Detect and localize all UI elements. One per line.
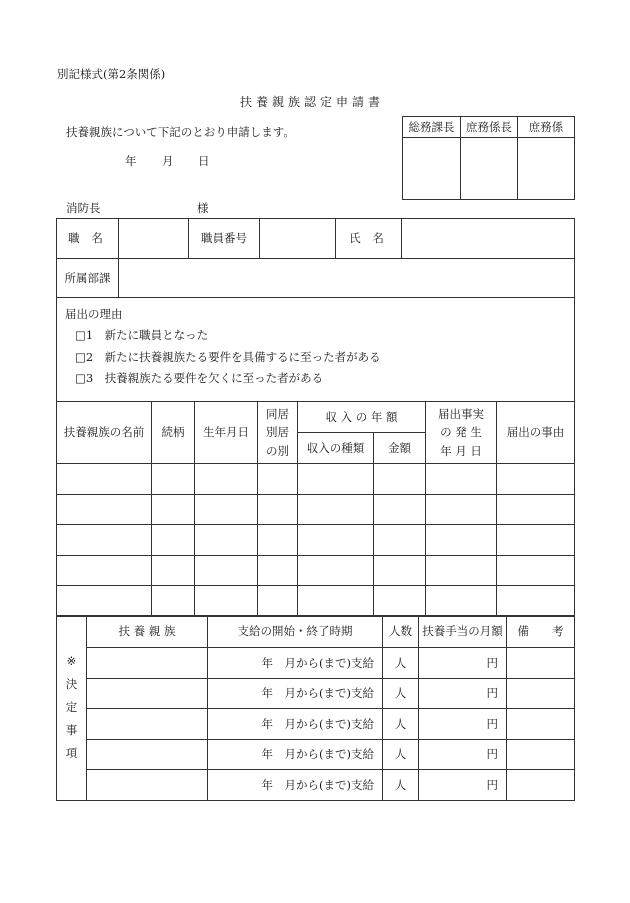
dep-relation-header: 続柄 bbox=[152, 402, 195, 464]
dep-income-type-header: 収入の種類 bbox=[298, 433, 374, 464]
dependent-cell[interactable] bbox=[497, 464, 575, 495]
dependent-cell[interactable] bbox=[57, 555, 152, 586]
dep-occur-line-1: 届出事実 bbox=[438, 406, 484, 421]
dependent-cell[interactable] bbox=[152, 555, 195, 586]
dependent-cell[interactable] bbox=[57, 525, 152, 556]
decision-char-1: 決 bbox=[65, 677, 78, 692]
date-month: 月 bbox=[162, 154, 174, 168]
reasons-heading: 届出の理由 bbox=[65, 307, 123, 321]
dependent-cell[interactable] bbox=[426, 525, 497, 556]
dependent-cell[interactable] bbox=[152, 494, 195, 525]
addressee: 消防長 bbox=[66, 201, 101, 215]
dep-cohab-line-1: 同居 bbox=[266, 406, 289, 421]
dependent-cell[interactable] bbox=[195, 555, 258, 586]
decision-count-cell[interactable]: 人 bbox=[383, 648, 419, 679]
approval-stamp-1[interactable] bbox=[403, 138, 461, 200]
dependent-cell[interactable] bbox=[497, 586, 575, 617]
dependent-cell[interactable] bbox=[152, 464, 195, 495]
dependent-cell[interactable] bbox=[195, 494, 258, 525]
dependent-cell[interactable] bbox=[426, 586, 497, 617]
dependent-row bbox=[57, 586, 575, 617]
dependents-table bbox=[56, 401, 575, 617]
dependent-cell[interactable] bbox=[258, 494, 298, 525]
decision-char-2: 定 bbox=[65, 700, 78, 715]
name-field[interactable] bbox=[402, 219, 575, 259]
decision-row bbox=[57, 739, 575, 770]
decision-count-cell[interactable]: 人 bbox=[383, 739, 419, 770]
dependent-cell[interactable] bbox=[298, 586, 374, 617]
dep-occur-line-2: の 発 生 bbox=[440, 425, 482, 440]
dep-reason-header: 届出の事由 bbox=[497, 402, 575, 464]
dependent-cell[interactable] bbox=[497, 494, 575, 525]
dependent-cell[interactable] bbox=[258, 555, 298, 586]
decision-family-header: 扶 養 親 族 bbox=[87, 616, 208, 648]
dep-cohab-line-2: 別居 bbox=[266, 425, 289, 440]
decision-side-label bbox=[57, 616, 87, 801]
decision-notes-cell[interactable] bbox=[507, 678, 575, 709]
decision-monthly-cell[interactable]: 円 bbox=[419, 709, 507, 740]
decision-count-cell[interactable]: 人 bbox=[383, 678, 419, 709]
decision-notes-cell[interactable] bbox=[507, 709, 575, 740]
decision-row bbox=[57, 709, 575, 740]
decision-mark: ※ bbox=[66, 654, 77, 669]
decision-count-header: 人数 bbox=[383, 616, 419, 648]
honorific: 様 bbox=[197, 201, 209, 215]
decision-family-cell[interactable] bbox=[87, 770, 208, 801]
decision-monthly-header: 扶養手当の月額 bbox=[419, 616, 507, 648]
dependent-cell[interactable] bbox=[374, 586, 426, 617]
dependent-cell[interactable] bbox=[374, 555, 426, 586]
job-title-label: 職 名 bbox=[57, 219, 119, 259]
dep-cohab-header bbox=[258, 402, 298, 464]
department-label: 所属部課 bbox=[57, 259, 119, 298]
staff-number-label: 職員番号 bbox=[189, 219, 260, 259]
reasons-cell bbox=[57, 298, 575, 402]
form-style-label: 別記様式(第2条関係) bbox=[57, 67, 166, 81]
decision-table bbox=[56, 615, 575, 801]
dependent-cell[interactable] bbox=[374, 525, 426, 556]
dependent-cell[interactable] bbox=[258, 586, 298, 617]
dependent-cell[interactable] bbox=[298, 525, 374, 556]
dependent-cell[interactable] bbox=[57, 494, 152, 525]
decision-notes-cell[interactable] bbox=[507, 739, 575, 770]
date-year: 年 bbox=[125, 154, 137, 168]
dependent-cell[interactable] bbox=[426, 494, 497, 525]
decision-family-cell[interactable] bbox=[87, 709, 208, 740]
decision-period-cell[interactable]: 年 月から(まで)支給 bbox=[208, 648, 383, 679]
decision-monthly-cell[interactable]: 円 bbox=[419, 678, 507, 709]
decision-count-cell[interactable]: 人 bbox=[383, 709, 419, 740]
decision-monthly-cell[interactable]: 円 bbox=[419, 739, 507, 770]
dependent-cell[interactable] bbox=[152, 525, 195, 556]
decision-char-4: 項 bbox=[65, 746, 78, 761]
decision-notes-cell[interactable] bbox=[507, 648, 575, 679]
dependent-cell[interactable] bbox=[497, 525, 575, 556]
approval-head-3: 庶務係 bbox=[518, 117, 575, 138]
decision-period-cell[interactable]: 年 月から(まで)支給 bbox=[208, 678, 383, 709]
dependent-cell[interactable] bbox=[258, 464, 298, 495]
dependent-row bbox=[57, 464, 575, 495]
dependent-cell[interactable] bbox=[57, 586, 152, 617]
form-title: 扶養親族認定申請書 bbox=[240, 95, 385, 109]
dependent-cell[interactable] bbox=[497, 555, 575, 586]
dependent-cell[interactable] bbox=[298, 464, 374, 495]
decision-family-cell[interactable] bbox=[87, 648, 208, 679]
dependent-cell[interactable] bbox=[152, 586, 195, 617]
approval-stamp-3[interactable] bbox=[518, 138, 575, 200]
intro-text: 扶養親族について下記のとおり申請します。 bbox=[66, 125, 295, 139]
dependent-cell[interactable] bbox=[374, 494, 426, 525]
dependent-cell[interactable] bbox=[298, 555, 374, 586]
decision-period-cell[interactable]: 年 月から(まで)支給 bbox=[208, 709, 383, 740]
staff-number-field[interactable] bbox=[260, 219, 336, 259]
dependent-cell[interactable] bbox=[298, 494, 374, 525]
dep-income-header: 収 入 の 年 額 bbox=[298, 402, 426, 433]
dependent-cell[interactable] bbox=[426, 555, 497, 586]
date-day: 日 bbox=[198, 154, 210, 168]
decision-monthly-cell[interactable]: 円 bbox=[419, 648, 507, 679]
dependent-cell[interactable] bbox=[426, 464, 497, 495]
dep-occur-header bbox=[426, 402, 497, 464]
reason-option-3[interactable]: □3 扶養親族たる要件を欠くに至った者がある bbox=[75, 371, 324, 386]
approval-head-1: 総務課長 bbox=[403, 117, 461, 138]
decision-notes-header: 備 考 bbox=[507, 616, 575, 648]
reason-option-2[interactable]: □2 新たに扶養親族たる要件を具備するに至った者がある bbox=[75, 349, 381, 364]
department-field[interactable] bbox=[119, 259, 575, 298]
dependent-row bbox=[57, 525, 575, 556]
decision-count-cell[interactable]: 人 bbox=[383, 770, 419, 801]
decision-family-cell[interactable] bbox=[87, 678, 208, 709]
approval-box bbox=[402, 116, 575, 200]
dependent-cell[interactable] bbox=[57, 464, 152, 495]
dep-birth-header: 生年月日 bbox=[195, 402, 258, 464]
decision-period-header: 支給の開始・終了時期 bbox=[208, 616, 383, 648]
decision-monthly-cell[interactable]: 円 bbox=[419, 770, 507, 801]
approval-head-2: 庶務係長 bbox=[461, 117, 518, 138]
decision-row bbox=[57, 770, 575, 801]
decision-family-cell[interactable] bbox=[87, 739, 208, 770]
dependent-cell[interactable] bbox=[258, 525, 298, 556]
dep-amount-header: 金額 bbox=[374, 433, 426, 464]
dependent-cell[interactable] bbox=[195, 586, 258, 617]
dependent-cell[interactable] bbox=[195, 525, 258, 556]
dep-cohab-line-3: の別 bbox=[266, 443, 289, 458]
applicant-info-table bbox=[56, 218, 575, 402]
decision-notes-cell[interactable] bbox=[507, 770, 575, 801]
dependent-row bbox=[57, 494, 575, 525]
dependent-cell[interactable] bbox=[195, 464, 258, 495]
decision-period-cell[interactable]: 年 月から(まで)支給 bbox=[208, 739, 383, 770]
reason-option-1[interactable]: □1 新たに職員となった bbox=[75, 328, 209, 343]
decision-row bbox=[57, 648, 575, 679]
dep-occur-line-3: 年 月 日 bbox=[440, 443, 482, 458]
decision-row bbox=[57, 678, 575, 709]
decision-period-cell[interactable]: 年 月から(まで)支給 bbox=[208, 770, 383, 801]
decision-char-3: 事 bbox=[65, 723, 78, 738]
name-label: 氏 名 bbox=[336, 219, 402, 259]
job-title-field[interactable] bbox=[119, 219, 189, 259]
dependent-cell[interactable] bbox=[374, 464, 426, 495]
dependent-row bbox=[57, 555, 575, 586]
dep-name-header: 扶養親族の名前 bbox=[57, 402, 152, 464]
approval-stamp-2[interactable] bbox=[461, 138, 518, 200]
